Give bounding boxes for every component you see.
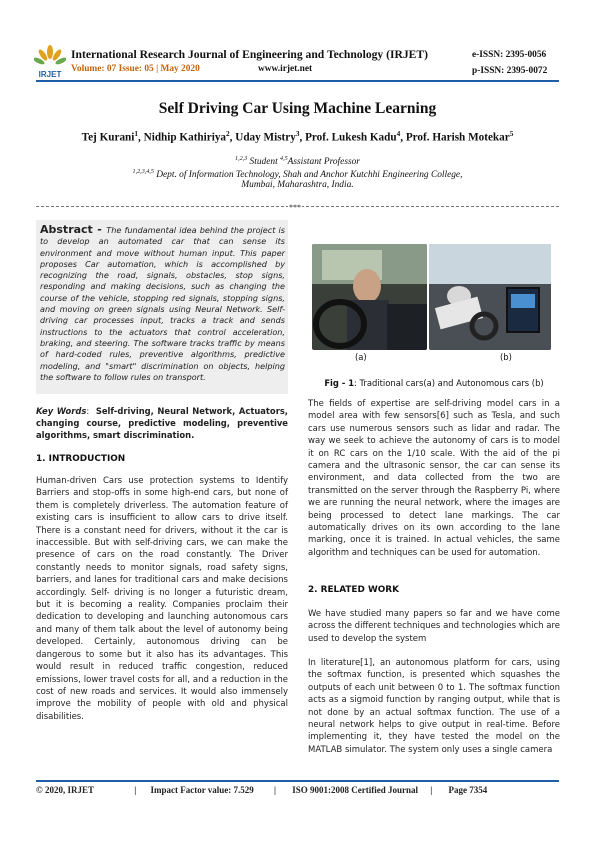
paper-title: Self Driving Car Using Machine Learning <box>158 100 437 117</box>
affiliation-city: Mumbai, Maharashtra, India. <box>241 180 354 190</box>
footer-copyright: © 2020, IRJET <box>36 785 94 795</box>
logo-text: IRJET <box>38 70 62 79</box>
section-heading-introduction: 1. INTRODUCTION <box>36 454 126 464</box>
author-name: Uday Mistry <box>235 131 296 144</box>
author-name: Tej Kurani <box>81 131 135 144</box>
affiliation: $^{1,2,3,4,5}$ Dept. of Information Technology, Shah and Anchor Kutchhi Engineering College, <box>132 169 463 181</box>
figure-image-autonomous-car <box>429 244 551 350</box>
related-work-paragraph-2: In literature[1], an autonomous platform for cars, using the softmax function, is presented which squashes the outputs of each unit between 0 to 1. The softmax function acts as a sigmoid function by ranging output, while that is not done by an actual softmax function. The use of a neural network helps to give output in real-time. Before implementing it, they have tested the model on the MATLAB simulator. The system only uses a single camera <box>308 658 560 755</box>
figure-image-traditional-car <box>312 244 427 350</box>
keywords-text: Self-driving, Neural Network, Actuators, changing course, predictive modeling, preventive algorithms, smart discrimination. <box>36 406 288 440</box>
author-list: Tej Kurani$^1$, Nidhip Kathiriya$^2$, Uday Mistry$^3$, Prof. Lukesh Kadu$^4$, Prof. Harish Motekar$^5$ <box>81 130 514 144</box>
author-name: Nidhip Kathiriya <box>143 131 227 144</box>
footer-rule <box>36 780 559 782</box>
page-footer: © 2020, IRJET | Impact Factor value: 7.529 | ISO 9001:2008 Certified Journal | Page 7354 <box>36 785 488 795</box>
author-name: Prof. Lukesh Kadu <box>305 131 397 144</box>
journal-name: International Research Journal of Engineering and Technology (IRJET) <box>71 48 428 61</box>
irjet-logo <box>34 44 66 80</box>
introduction-text: Human-driven Cars use protection systems to Identify Barriers and stop-offs in some high-end cars, but none of them is completely driverless. The automation feature of existing cars is insufficient to allow cars to drive itself. There is a constant need for drivers, without it the car is inaccessible. But with self-driving cars, we can make the presence of cars on the road constantly. The Driver constantly needs to monitor signals, road safety signs, barriers, and lanes for traditional cars and make decisions accordingly. Self- driving is no longer a futuristic dream, but it is becoming a reality. Companies proclaim their dedication to developing and launching autonomous cars and many of them talk about the level of autonomy being developed. Certainly, autonomous driving can be dangerous to some but it also has its advantages. This would result in reduced traffic congestion, reduced emissions, lower travel costs for all, and a reduction in the cost of new roads and services. It would also immensely improve the mobility of people with old and physical disabilities. <box>36 476 288 722</box>
related-work-paragraph-1: We have studied many papers so far and we have come across the different techniques and technologies which are used to develop the system <box>308 609 560 644</box>
separator-stars: *** <box>289 203 301 212</box>
header-rule <box>36 80 559 82</box>
abstract-text: The fundamental idea behind the project is to develop an automated car that can sense its environment and move without human input. This paper proposes Car automation, which is accomplished by recognizing the road, signals, obstacles, stop signs, responding and making decisions, such as changing the course of the vehicle, stopping red signals, stopping signs, and moving on green signals using Neural Network. Self-driving car processes input, tracks a track and sends instructions to the actuators that control acceleration, braking, and steering. The software tracks traffic by means of hard-coded rules, preventive algorithms, predictive modeling, and "smart" discrimination on objects, helping the software to follow rules on transport. <box>40 225 286 382</box>
abstract-label: Abstract - <box>40 223 107 236</box>
keywords-label: Key Words <box>36 406 87 416</box>
section-heading-related-work: 2. RELATED WORK <box>308 585 399 595</box>
e-issn: e-ISSN: 2395-0056 <box>472 50 547 60</box>
p-issn: p-ISSN: 2395-0072 <box>472 66 548 76</box>
right-paragraph-1: The fields of expertise are self-driving model cars in a model area with few sensors[6] such as Tesla, and such cars use numerous sensors such as lidar and radar. The way we seek to achieve the autonomy of cars is to model it on RC cars on the 1/10 scale. With the aid of the pi camera and the ultrasonic sensor, the car can sense its environment, and data collected from the two are transmitted on the server through the Raspberry Pi, where we are running the neural network, where the images are being processed to detect lane markings. The car automatically drives on its own according to the lane marking, once it is trained. In actual vehicles, the same algorithm and techniques can be used for automation. <box>308 399 560 558</box>
figure-label-a: (a) <box>355 352 367 362</box>
author-name: Prof. Harish Motekar <box>405 131 510 144</box>
abstract <box>40 224 285 383</box>
footer-iso: ISO 9001:2008 Certified Journal <box>292 785 419 795</box>
figure-label-b: (b) <box>500 352 512 362</box>
volume-issue: Volume: 07 Issue: 05 | May 2020 <box>71 64 200 74</box>
figure-caption: Fig - 1: Traditional cars(a) and Autonomous cars (b) <box>324 378 544 388</box>
keywords: Key Words: Self-driving, Neural Network, Actuators, changing course, predictive modeling, preventive algorithms, smart discrimination. <box>36 406 288 440</box>
author-roles: $^{1,2,3}$ Student $^{4,5}$Assistant Professor <box>235 156 360 168</box>
footer-page-number: Page 7354 <box>448 785 488 795</box>
footer-impact-factor: Impact Factor value: 7.529 <box>150 785 254 795</box>
journal-website[interactable]: www.irjet.net <box>258 64 313 74</box>
